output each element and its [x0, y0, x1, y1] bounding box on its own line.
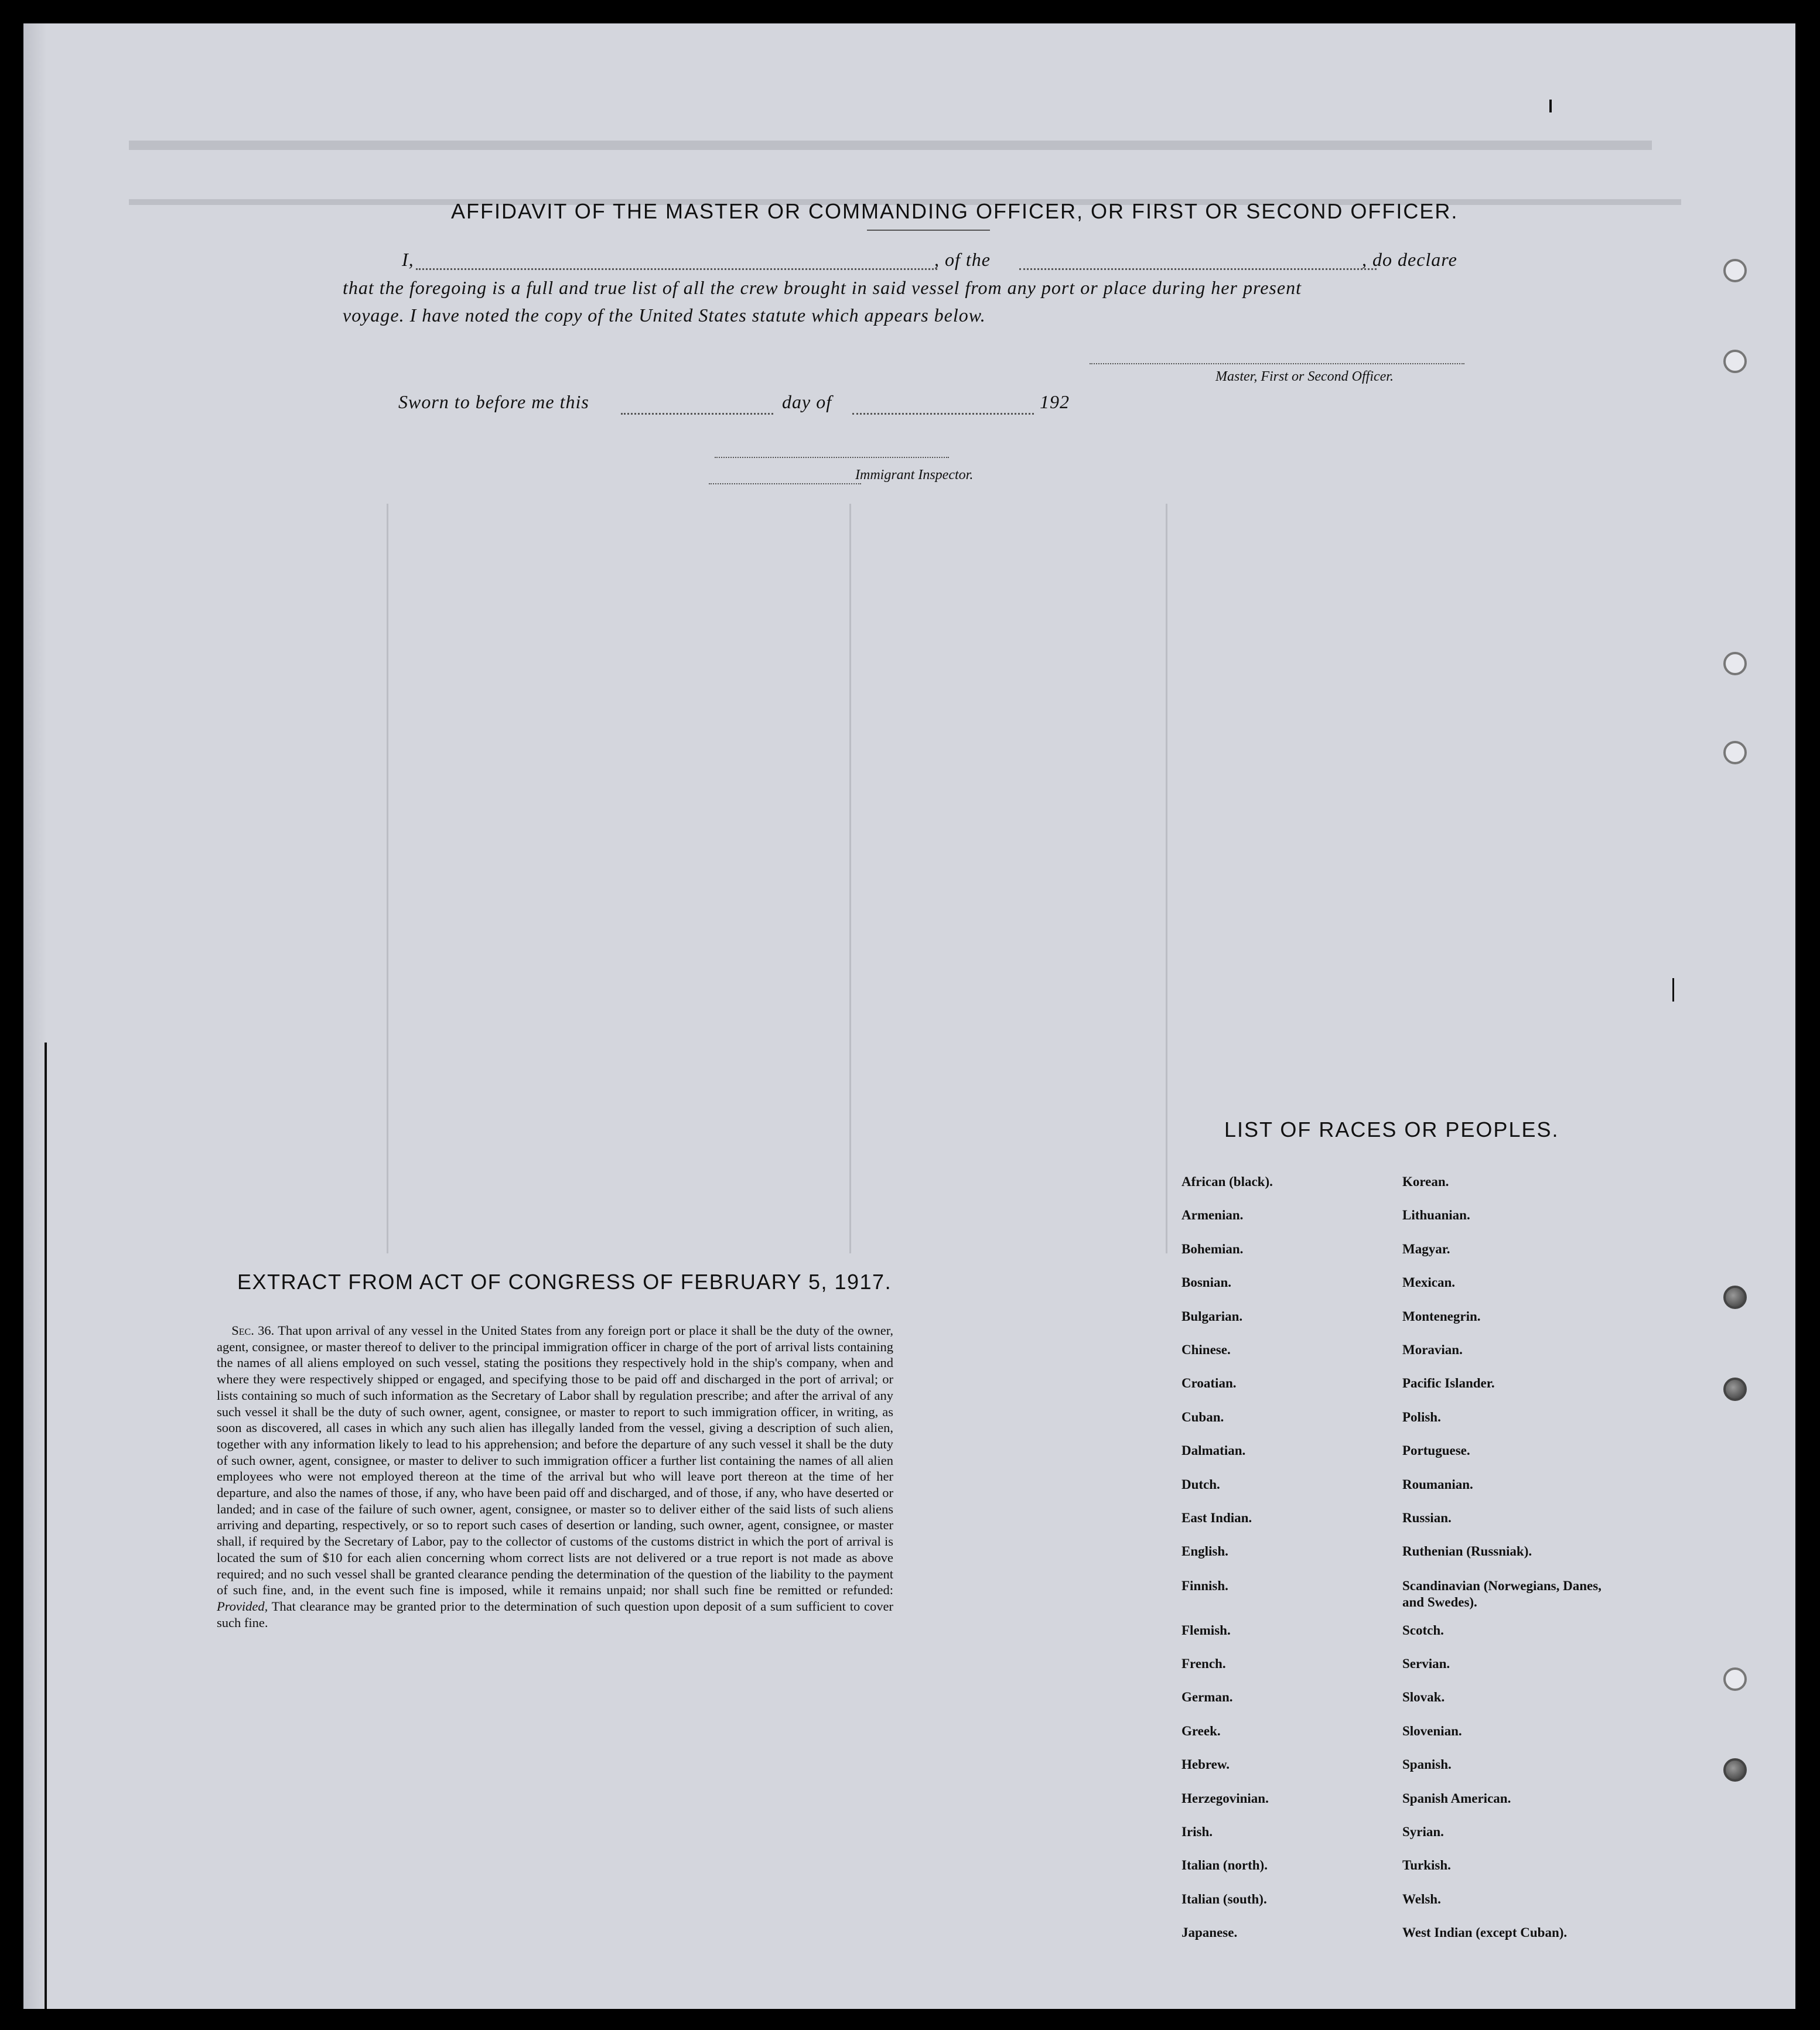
bleed-through-row [129, 141, 1652, 150]
extract-body [217, 1322, 893, 1631]
race-item: Syrian. [1402, 1824, 1444, 1840]
extract-text: That upon arrival of any vessel in the United States from any foreign port or place it shall be the duty of the owner, agent, consignee, or master thereof to deliver to the principal immigration officer in charge of the port of arrival lists containing the names of all aliens employed on such vessel, stating the positions they respectively hold in the ship's company, when and where they were respectively shipped or engaged, and specifying those to be paid off and discharged in the port of arrival; or lists containing so much of such information as the Secretary of Labor shall by regulation prescribe; and after the arrival of any such vessel it shall be the duty of such owner, agent, consignee, or master to report to such immigration officer, in writing, as soon as discovered, all cases in which any such alien has illegally landed from the vessel, giving a description of such alien, together with any information likely to lead to his apprehension; and before the departure of any such vessel it shall be the duty of such owner, agent, consignee, or master to deliver to such immigration officer a further list containing the names of all alien employees who were not employed thereon at the time of the arrival but who will leave port thereon at the time of her departure, and also the names of those, if any, who have been paid off and discharged, and of those, if any, who have deserted or landed; and in case of the failure of such owner, agent, consignee, or master so to deliver either of the said lists of such aliens arriving and departing, respectively, or so to report such cases of desertion or landing, such owner, agent, consignee, or master shall, if required by the Secretary of Labor, pay to the collector of customs of the customs district in which the port of arrival is located the sum of $10 for each alien concerning whom correct lists are not delivered or a true report is not made as above required; and no such vessel shall be granted clearance pending the determination of the question of the liability to the payment of such fine, and, in the event such fine is imposed, while it remains unpaid; nor shall such fine be remitted or refunded: [217, 1323, 894, 1598]
race-item: Lithuanian. [1402, 1208, 1470, 1223]
race-item: Greek. [1182, 1723, 1221, 1738]
race-item: Croatian. [1182, 1376, 1237, 1391]
race-item: Bohemian. [1182, 1241, 1244, 1256]
extract-title: EXTRACT FROM ACT OF CONGRESS OF FEBRUARY 5, 1917. [237, 1270, 892, 1294]
races-title: LIST OF RACES OR PEOPLES. [1224, 1117, 1559, 1142]
vessel-blank[interactable] [1019, 268, 1377, 270]
race-item: Hebrew. [1182, 1757, 1230, 1772]
affidavit-of-the-label: , of the [934, 249, 991, 270]
bleed-through-column [1166, 504, 1167, 1253]
race-item: Mexican. [1402, 1275, 1456, 1290]
provided-label: Provided, [217, 1598, 268, 1614]
race-item: Montenegrin. [1402, 1308, 1481, 1324]
race-item: Servian. [1402, 1656, 1450, 1672]
master-signature-label: Master, First or Second Officer. [1215, 369, 1394, 384]
punch-hole [1723, 259, 1747, 282]
race-item: Korean. [1402, 1174, 1449, 1189]
punch-hole [1723, 652, 1747, 675]
page-fold-shadow [23, 23, 47, 2009]
punch-hole [1723, 1667, 1747, 1691]
race-item: Pacific Islander. [1402, 1376, 1495, 1391]
race-item: Roumanian. [1402, 1477, 1473, 1492]
document-page [23, 23, 1795, 2009]
race-item: Dutch. [1182, 1477, 1220, 1492]
title-rule [867, 230, 990, 231]
race-item: Bosnian. [1182, 1275, 1232, 1290]
affidavit-declare-label: , do declare [1362, 249, 1457, 270]
races-right-column [1402, 1174, 1613, 1959]
race-item: Italian (north). [1182, 1858, 1268, 1873]
ink-mark [1549, 100, 1552, 112]
punch-hole [1723, 1758, 1747, 1782]
race-item: Herzegovinian. [1182, 1790, 1269, 1806]
month-blank[interactable] [852, 413, 1034, 415]
race-item: Polish. [1402, 1409, 1441, 1424]
bleed-through-column [387, 504, 388, 1253]
affidavit-i-label: I, [402, 249, 414, 270]
day-blank[interactable] [621, 413, 773, 415]
sworn-label: Sworn to before me this [398, 391, 589, 412]
race-item: Slovak. [1402, 1690, 1445, 1705]
race-item: Armenian. [1182, 1208, 1244, 1223]
race-item: Slovenian. [1402, 1723, 1462, 1738]
race-item: Spanish. [1402, 1757, 1452, 1772]
race-item: Italian (south). [1182, 1891, 1267, 1906]
race-item: Irish. [1182, 1824, 1213, 1840]
race-item: Spanish American. [1402, 1790, 1511, 1806]
race-item: Moravian. [1402, 1342, 1463, 1357]
race-item: Flemish. [1182, 1622, 1231, 1638]
section-label: Sec. 36. [231, 1323, 275, 1338]
name-blank[interactable] [416, 268, 937, 270]
race-item: English. [1182, 1544, 1228, 1559]
bleed-through-column [849, 504, 851, 1253]
race-item: Portuguese. [1402, 1443, 1470, 1458]
race-item: East Indian. [1182, 1510, 1252, 1525]
punch-hole [1723, 350, 1747, 373]
race-item: Scotch. [1402, 1622, 1444, 1638]
race-item: Scandinavian (Norwegians, Danes, and Swedes). [1402, 1578, 1602, 1609]
race-item: Ruthenian (Russniak). [1402, 1544, 1532, 1559]
race-item: African (black). [1182, 1174, 1273, 1189]
punch-hole [1723, 1286, 1747, 1309]
race-item: Turkish. [1402, 1858, 1451, 1873]
race-item: Chinese. [1182, 1342, 1231, 1357]
year-label: 192 [1040, 391, 1070, 412]
extract-text-end: That clearance may be granted prior to the determination of such question upon deposit of a sum sufficient to cover such fine. [217, 1598, 894, 1630]
race-item: Bulgarian. [1182, 1308, 1243, 1324]
race-item: Finnish. [1182, 1578, 1228, 1593]
page-fold-line [45, 1043, 47, 2009]
affidavit-title: AFFIDAVIT OF THE MASTER OR COMMANDING OFFICER, OR FIRST OR SECOND OFFICER. [451, 199, 1459, 223]
inspector-signature-top-blank[interactable] [715, 457, 949, 458]
race-item: German. [1182, 1690, 1233, 1705]
ink-mark [1672, 978, 1674, 1002]
race-item: Magyar. [1402, 1241, 1450, 1256]
races-left-column [1182, 1174, 1392, 1959]
race-item: Japanese. [1182, 1925, 1238, 1940]
punch-hole [1723, 1378, 1747, 1401]
race-item: French. [1182, 1656, 1226, 1672]
race-item: Welsh. [1402, 1891, 1441, 1906]
race-item: Russian. [1402, 1510, 1452, 1525]
race-item: Dalmatian. [1182, 1443, 1246, 1458]
race-item: West Indian (except Cuban). [1402, 1925, 1568, 1940]
inspector-signature-blank[interactable] [709, 483, 861, 484]
race-item: Cuban. [1182, 1409, 1224, 1424]
punch-hole [1723, 741, 1747, 764]
master-signature-blank[interactable] [1090, 363, 1464, 364]
day-of-label: day of [782, 391, 832, 412]
affidavit-line-3: voyage. I have noted the copy of the United States statute which appears below. [343, 305, 986, 326]
inspector-label: Immigrant Inspector. [855, 467, 974, 483]
affidavit-line-2: that the foregoing is a full and true list of all the crew brought in said vessel from any port or place during her present [343, 277, 1302, 298]
